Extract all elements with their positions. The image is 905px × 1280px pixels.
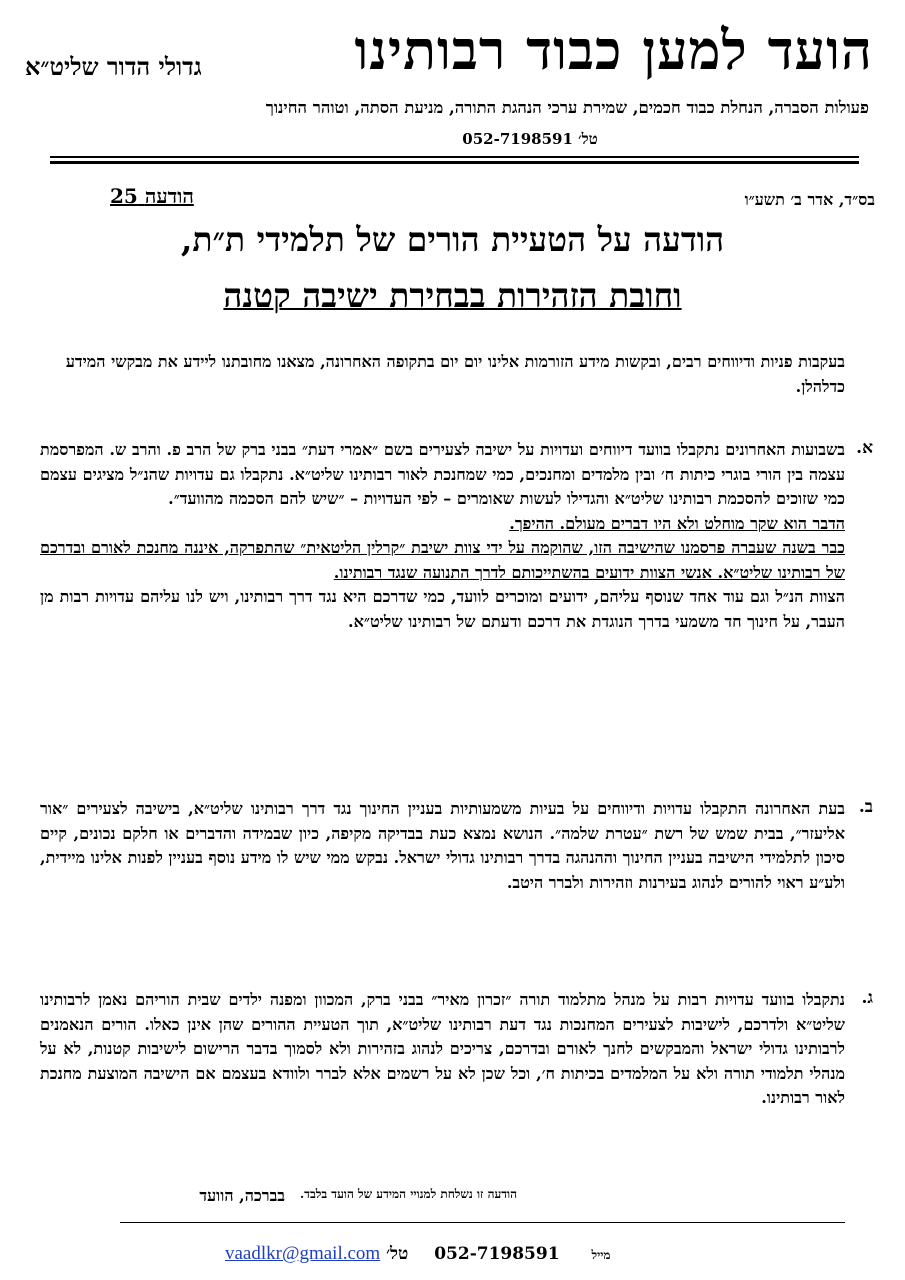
header-divider-thick (50, 161, 859, 164)
section-b-letter: ב. (858, 797, 873, 817)
notice-number-value: 25 (110, 184, 138, 208)
section-g (40, 988, 845, 1111)
signature-blessing: בברכה, הוועד (199, 1186, 285, 1205)
section-b-paragraph-1: בעת האחרונה התקבלו עדויות ודיווחים על בעיות משמעותיות בעניין החינוך נגד דרך רבותינו שליט״א, בישיבה לצעירים ״אור אליעזר״, בבית שמש של רשת ״עטרת שלמה״. הנושא נמצא כעת בבדיקה מקיפה, כיון שבמידה והדברים או חלקם נכונים, קיים סיכון לתלמידי הישיבה בעניין החינוך וההנהגה בדרך רבותינו גדולי ישראל. נבקש ממי שיש לו מידע נוסף בעניין לפנות אלינו מיידית, ולע״ע ראוי להורים לנהוג בעירנות וזהירות ולברר היטב. (40, 799, 846, 892)
header-phone-number: 052-7198591 (462, 130, 573, 148)
section-a-letter: א. (856, 438, 873, 458)
footer-contact (225, 1243, 617, 1265)
email-label: מייל (591, 1248, 611, 1262)
header-phone-label: טל׳ (578, 130, 598, 148)
notice-number (110, 184, 194, 209)
section-a (40, 438, 845, 634)
section-g-paragraph-1: נתקבלו בוועד עדויות רבות על מנהל מתלמוד תורה ״זכרון מאיר״ בבני ברק, המכוון ומפנה ילדים שבית הוריהם נאמן לרבותינו שליט״א ולדרכם, לישיבות לצעירים המחנכות נגד דעת רבותינו שליט״א, תוך הטעיית ההורים שהן אינן כאלו. הורים הנאמנים לרבותינו גדולי ישראל והמבקשים לחנך לאורם ובדרכם, צריכים לנהוג בזהירות ולא לסמוך בדבר הרישום לישיבות קטנות, לא על מנהלי תלמודי תורה ולא על המלמדים בכיתות ח׳, וכל שכן לא על רשמים אלא לברר ולוודא בעצמם אם הישיבה המוצעת מחנכת לאור רבותינו. (40, 990, 846, 1107)
organization-tagline: גדולי הדור שליט״א (25, 52, 202, 81)
footer-phone-number: 052-7198591 (434, 1244, 560, 1264)
section-a-paragraph-3: כבר בשנה שעברה פרסמנו שהישיבה הזו, שהוקמה על ידי צוות ישיבת ״קרלין הליטאית״ שהתפרקה, איננה מחנכת לאורם ובדרכם של רבותינו שליט״א. אנשי הצוות ידועים בהשתייכותם לדרך התנועה שנגד רבותינו. (40, 538, 845, 582)
section-a-paragraph-4: הצוות הנ״ל וגם עוד אחד שנוסף עליהם, ידועים ומוכרים לוועד, כמי שדרכם היא נגד דרך רבותינו, ויש לנו עליהם עדויות רבות מן העבר, על חינוך חד משמעי בדרך הנוגדת את דרכם ודעתם של רבותינו שליט״א. (40, 587, 845, 631)
section-a-paragraph-2: הדבר הוא שקר מוחלט ולא היו דברים מעולם. ההיפך. (509, 513, 845, 533)
footer-divider (120, 1222, 845, 1223)
header-divider (50, 156, 859, 158)
headline-line1: הודעה על הטעיית הורים של תלמידי ת״ת, (180, 220, 725, 259)
notice-date: בס״ד, אדר ב׳ תשע״ו (744, 190, 875, 209)
organization-subtitle: פעולות הסברה, הנחלת כבוד חכמים, שמירת ערכי הנהגת התורה, מניעת הסתה, וטוהר החינוך (265, 98, 869, 117)
section-a-paragraph-1: בשבועות האחרונים נתקבלו בוועד דיווחים ועדויות על ישיבה לצעירים בשם ״אמרי דעת״ בבני ברק של הרב פ. והרב ש. המפרסמת עצמה בין הורי בוגרי כיתות ח׳ ובין מלמדים ומחנכים, כמי שמחנכת לאור רבותינו שליט״א. נתקבלו גם עדויות שהנ״ל מציגים עצמם כמי שזוכים להסכמת רבותינו שליט״א והגדילו לעשות שאומרים – לפי העדויות – ״שיש להם הסכמה מהוועד״. (40, 440, 845, 508)
section-b (40, 797, 845, 895)
distribution-note: הודעה זו נשלחת למנויי המידע של הועד בלבד. (300, 1187, 518, 1201)
footer-phone-label: טל׳ (386, 1244, 409, 1264)
header-phone (420, 130, 640, 149)
organization-title: הועד למען כבוד רבותינו (354, 18, 873, 82)
notice-number-label: הודעה (144, 184, 194, 208)
email-link[interactable]: vaadlkr@gmail.com (225, 1243, 381, 1264)
section-g-letter: ג. (861, 988, 873, 1008)
intro-paragraph: בעקבות פניות ודיווחים רבים, ובקשות מידע הזורמות אלינו יום יום בתקופה האחרונה, מצאנו מחובתנו ליידע את מבקשי המידע כדלהלן. (65, 352, 845, 396)
headline-line2: וחובת הזהירות בבחירת ישיבה קטנה (223, 276, 682, 315)
